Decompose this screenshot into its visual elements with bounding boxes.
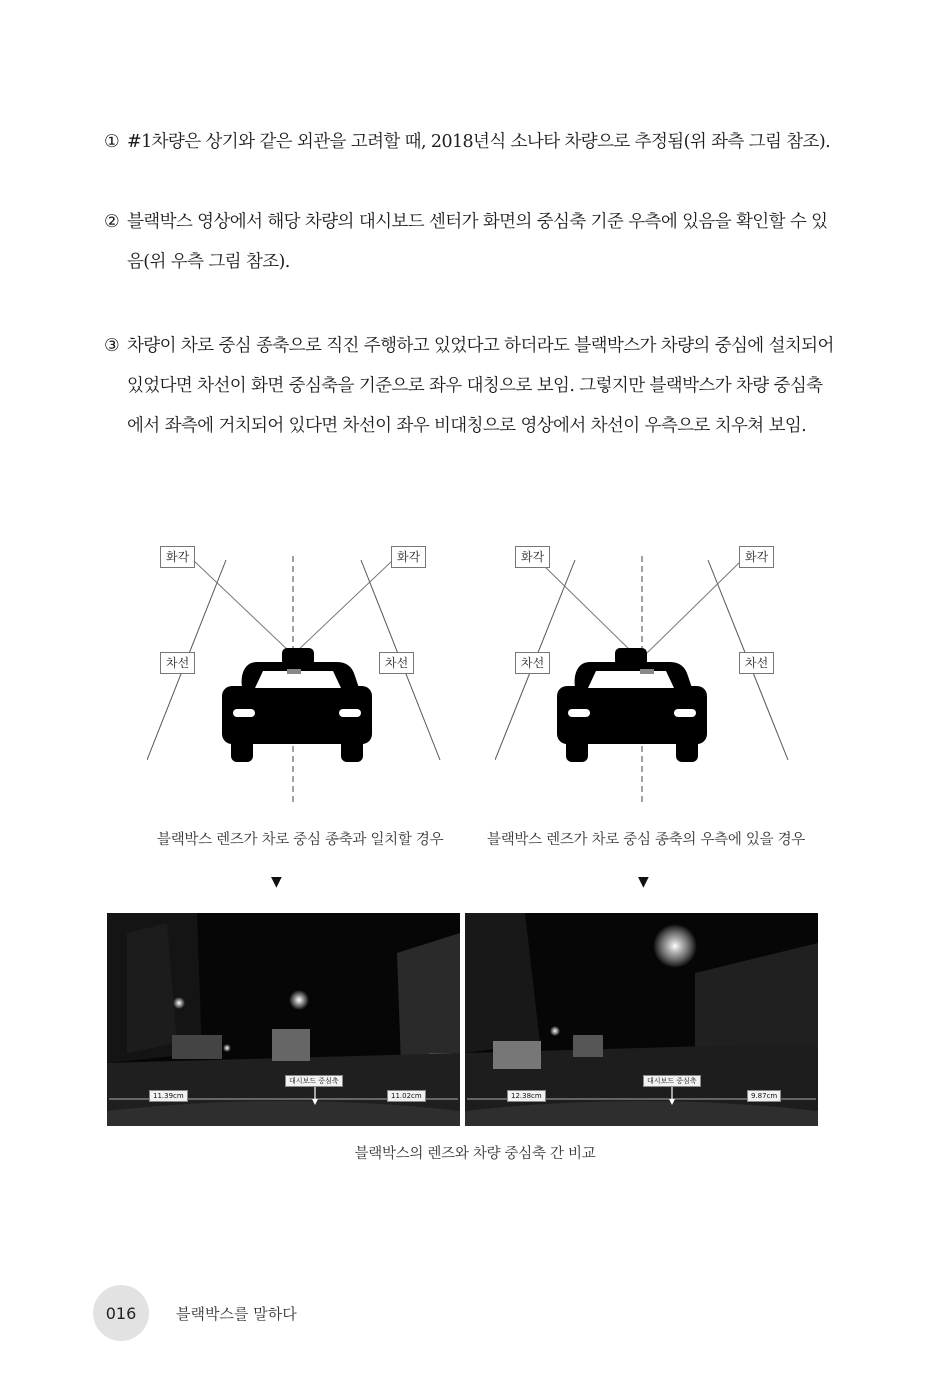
lane-label-left: 차선 xyxy=(515,652,550,674)
dashcam-photo-left xyxy=(107,913,460,1126)
right-distance-tag: 9.87cm xyxy=(747,1090,781,1102)
diagram-caption-left: 블랙박스 렌즈가 차로 중심 종축과 일치할 경우 xyxy=(157,832,444,848)
lane-label-left: 차선 xyxy=(160,652,195,674)
diagram-lens-centered xyxy=(147,538,447,808)
paragraph-3 xyxy=(104,326,834,446)
paragraph-number: ① xyxy=(104,132,120,152)
dashboard-center-tag: 대시보드 중심축 xyxy=(285,1075,343,1087)
paragraph-text: 차량이 차로 중심 종축으로 직진 주행하고 있었다고 하더라도 블랙박스가 차량의 중심에 설치되어 있었다면 차선이 화면 중심축을 기준으로 좌우 대칭으로 보임. 그렇지만 블랙박스가 차량 중심축에서 좌측에 거치되어 있다면 차선이 좌우 비대칭으로 영상에서 차선이 우측으로 치우쳐 보임. xyxy=(127,336,834,436)
car-icon xyxy=(557,648,707,762)
car-icon xyxy=(222,648,372,762)
book-title: 블랙박스를 말하다 xyxy=(176,1305,297,1323)
left-distance-tag: 11.39cm xyxy=(149,1090,188,1102)
page-number-badge xyxy=(93,1285,149,1341)
down-arrow-icon: ▼ xyxy=(271,874,282,890)
diagram-lens-offset xyxy=(495,538,795,808)
lane-label-right: 차선 xyxy=(379,652,414,674)
paragraph-number: ② xyxy=(104,212,120,232)
page-number: 016 xyxy=(105,1303,137,1323)
dashboard-center-tag: 대시보드 중심축 xyxy=(643,1075,701,1087)
paragraph-2 xyxy=(104,202,834,282)
paragraph-text: 블랙박스 영상에서 해당 차량의 대시보드 센터가 화면의 중심축 기준 우측에 있음을 확인할 수 있음(위 우측 그림 참조). xyxy=(127,212,828,272)
angle-label-left: 화각 xyxy=(515,546,550,568)
down-arrow-icon: ▼ xyxy=(638,874,649,890)
angle-label-right: 화각 xyxy=(391,546,426,568)
dashcam-photo-right xyxy=(465,913,818,1126)
paragraph-1 xyxy=(104,122,834,162)
right-distance-tag: 11.02cm xyxy=(387,1090,426,1102)
diagram-caption-right: 블랙박스 렌즈가 차로 중심 종축의 우측에 있을 경우 xyxy=(487,832,806,848)
lane-label-right: 차선 xyxy=(739,652,774,674)
figure-caption: 블랙박스의 렌즈와 차량 중심축 간 비교 xyxy=(354,1146,596,1162)
paragraph-text: #1차량은 상기와 같은 외관을 고려할 때, 2018년식 소나타 차량으로 추정됨(위 좌측 그림 참조). xyxy=(127,132,831,152)
angle-label-right: 화각 xyxy=(739,546,774,568)
angle-label-left: 화각 xyxy=(160,546,195,568)
left-distance-tag: 12.38cm xyxy=(507,1090,546,1102)
paragraph-number: ③ xyxy=(104,336,120,356)
